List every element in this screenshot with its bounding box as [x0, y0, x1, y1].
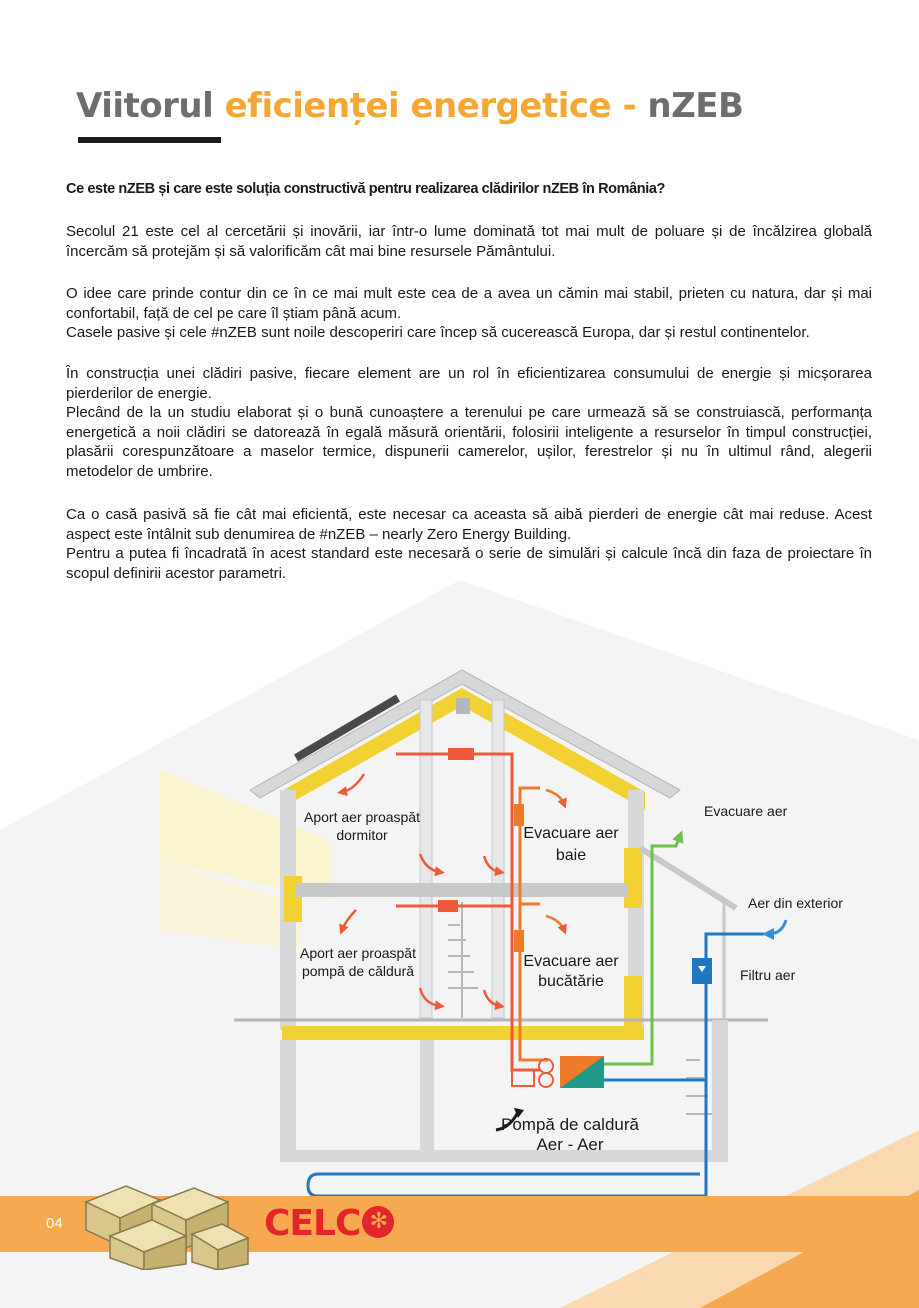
label-evacuare: Evacuare aer: [704, 803, 788, 819]
label-pompa: Aport aer proaspăt: [300, 945, 416, 961]
label-filtru: Filtru aer: [740, 967, 796, 983]
svg-text:dormitor: dormitor: [336, 827, 388, 843]
paragraph-block-3: [66, 364, 872, 481]
page-title: Viitorul eficienței energetice - nZEB: [76, 86, 744, 126]
floor-slab: [296, 883, 628, 897]
paragraph-block-1: [66, 222, 872, 261]
ground-loop: [308, 1080, 706, 1196]
svg-text:baie: baie: [555, 847, 587, 864]
svg-text:Aer - Aer: Aer - Aer: [536, 1135, 604, 1154]
label-bucatarie: Evacuare aer: [523, 953, 619, 970]
label-dormitor: Aport aer proaspăt: [304, 809, 420, 825]
paragraph: Pentru a putea fi încadrată în acest standard este necesară o serie de simulări și calcule încă din faza de proiectare în scopul definirii acestor parametri.: [66, 545, 872, 582]
celco-logo: CELC✻: [264, 1203, 394, 1244]
paragraph: Casele pasive și cele #nZEB sunt noile descoperiri care încep să cucerească Europa, dar și restul continentelor.: [66, 324, 810, 341]
wall-insulation-right: [624, 848, 642, 908]
sun-icon: [362, 1206, 394, 1238]
title-underline: [78, 137, 221, 143]
svg-text:bucătărie: bucătărie: [538, 973, 604, 990]
house-ventilation-diagram: [0, 640, 919, 1200]
label-exterior: Aer din exterior: [748, 895, 843, 911]
brick-blocks-image: [82, 1180, 252, 1270]
ground-insulation: [282, 1026, 644, 1040]
section-question: Ce este nZEB și care este soluția constructivă pentru realizarea clădirilor nZEB în România?: [66, 181, 665, 197]
paragraph: Ca o casă pasivă să fie cât mai eficientă, este necesar ca aceasta să aibă pierderi de energie cât mai reduse. Acest aspect este întâlnit sub denumirea de #nZEB – nearly Zero Energy Building.: [66, 506, 872, 543]
supply-duct-upper: [396, 754, 540, 1070]
paragraph-block-2: [66, 284, 872, 343]
page-number: 04: [46, 1215, 63, 1232]
paragraph: În construcția unei clădiri pasive, fiecare element are un rol în eficientizarea consumului de energie și micșorarea pierderilor de energie.: [66, 365, 872, 402]
wall-insulation-right-2: [624, 976, 642, 1032]
paragraph: O idee care prinde contur din ce în ce mai mult este cea de a avea un cămin mai stabil, prieten cu natura, dar și mai confortabil, față de cel pe care îl știam până acum.: [66, 285, 872, 322]
paragraph-block-4: [66, 505, 872, 583]
label-baie: Evacuare aer: [523, 825, 619, 842]
paragraph: Secolul 21 este cel al cercetării și inovării, iar într-o lume dominată tot mai mult de poluare și de încălzirea globală încercăm să protejăm și să valorificăm cât mai bine resursele Pământului.: [66, 223, 872, 260]
label-heat-pump: Pompă de caldură: [501, 1115, 639, 1134]
svg-text:pompă de căldură: pompă de căldură: [301, 963, 415, 979]
wall-insulation-left: [284, 876, 302, 922]
chimney: [456, 698, 470, 714]
paragraph: Plecând de la un studiu elaborat și o bună cunoaștere a terenului pe care urmează să se construiască, performanța energetică a noii clădiri se datorează în egală măsură orientării, folosirii inteligente a resurselor în timpul construcției, plasării corespunzătoare a maselor termice, dispunerii camerelor, ușilor, ferestrelor și nu în ultimul rând, alegerii metodelor de umbrire.: [66, 404, 872, 480]
